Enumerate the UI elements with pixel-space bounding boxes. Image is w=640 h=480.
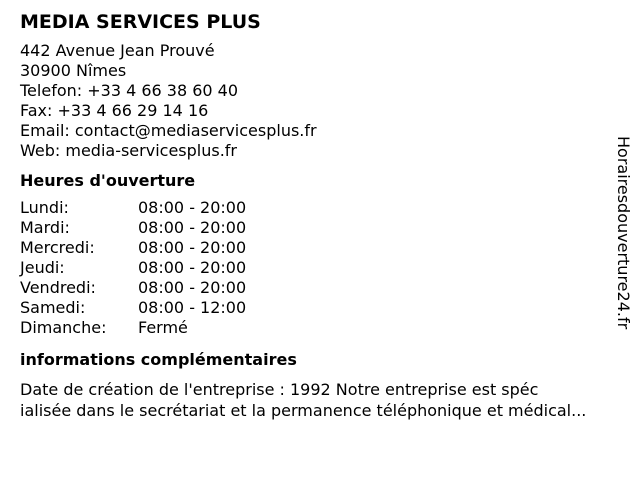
company-description — [20, 379, 632, 421]
opening-hours-heading: Heures d'ouverture — [20, 171, 196, 190]
fax-number: Fax: +33 4 66 29 14 16 — [20, 101, 209, 120]
hours-row — [20, 238, 246, 258]
website: Web: media-servicesplus.fr — [20, 141, 237, 160]
description-line: ialisée dans le secrétariat et la permanence téléphonique et médical... — [20, 401, 587, 420]
day-hours: 08:00 - 12:00 — [138, 298, 247, 317]
day-hours: 08:00 - 20:00 — [138, 218, 247, 237]
additional-info-heading: informations complémentaires — [20, 350, 297, 369]
day-label: Vendredi: — [20, 278, 96, 297]
company-name: MEDIA SERVICES PLUS — [20, 11, 261, 33]
day-hours: 08:00 - 20:00 — [138, 278, 247, 297]
email-address: Email: contact@mediaservicesplus.fr — [20, 121, 317, 140]
day-label: Lundi: — [20, 198, 69, 217]
hours-row — [20, 318, 246, 338]
site-watermark: Horairesdouverture24.fr — [614, 136, 633, 330]
contact-block — [20, 41, 620, 161]
day-hours: 08:00 - 20:00 — [138, 238, 247, 257]
day-label: Dimanche: — [20, 318, 107, 337]
day-label: Jeudi: — [20, 258, 65, 277]
day-hours: 08:00 - 20:00 — [138, 198, 247, 217]
day-hours: 08:00 - 20:00 — [138, 258, 247, 277]
business-card — [20, 11, 620, 421]
day-label: Mercredi: — [20, 238, 95, 257]
hours-row — [20, 258, 246, 278]
description-line: Date de création de l'entreprise : 1992 Notre entreprise est spéc — [20, 380, 539, 399]
hours-row — [20, 218, 246, 238]
phone-number: Telefon: +33 4 66 38 60 40 — [20, 81, 239, 100]
street-address: 442 Avenue Jean Prouvé — [20, 41, 215, 60]
day-label: Samedi: — [20, 298, 86, 317]
hours-row — [20, 298, 246, 318]
hours-row — [20, 198, 246, 218]
day-hours: Fermé — [138, 318, 188, 337]
opening-hours-table — [20, 198, 246, 338]
hours-row — [20, 278, 246, 298]
day-label: Mardi: — [20, 218, 70, 237]
city-address: 30900 Nîmes — [20, 61, 127, 80]
